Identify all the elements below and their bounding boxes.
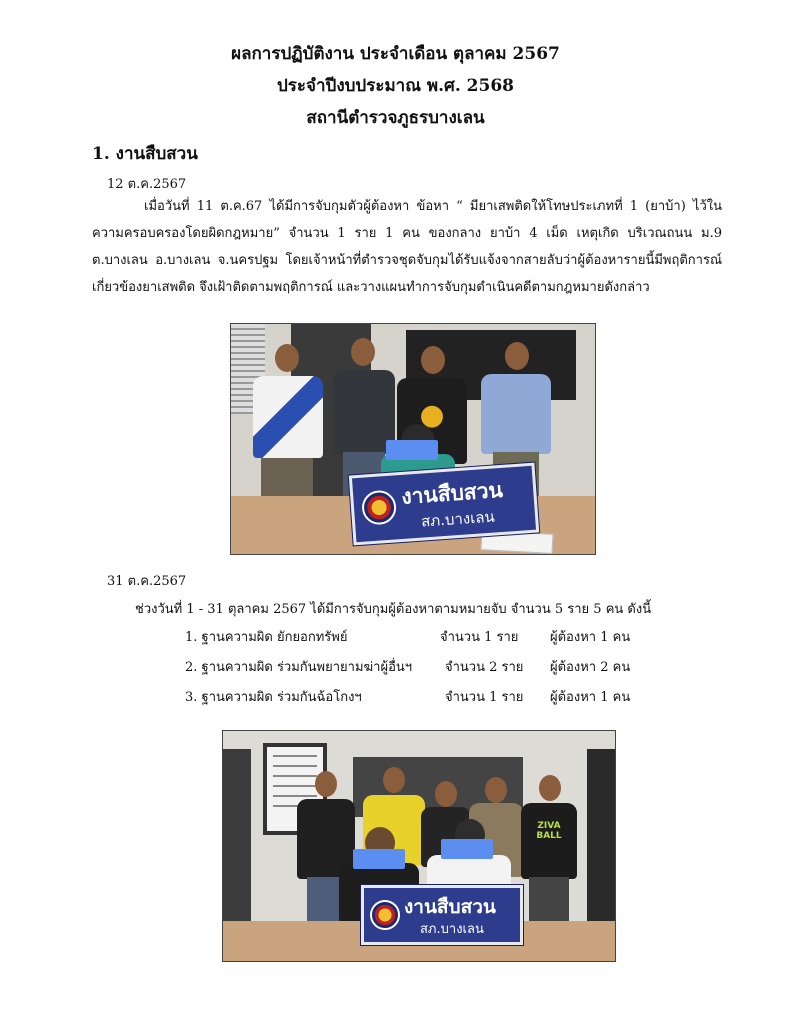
- unit-sign: [361, 885, 523, 945]
- person-head: [539, 775, 561, 801]
- charge-label: 3. ฐานความผิด ร่วมกันฉ้อโกงฯ: [185, 690, 362, 705]
- person-pants: [529, 877, 569, 927]
- charge-persons: ผู้ต้องหา 2 คน: [550, 660, 631, 675]
- person-shirt: [253, 376, 323, 458]
- shirt-print: ZIVA BALL: [536, 821, 562, 841]
- face-blur: [386, 440, 438, 460]
- arrest-photo-2: [222, 730, 616, 962]
- station-title: สถานีตำรวจภูธรบางเลน: [306, 108, 485, 128]
- fiscal-year-title: ประจำปีงบประมาณ พ.ศ. 2568: [276, 76, 514, 96]
- police-emblem-icon: [361, 489, 397, 525]
- charge-count: จำนวน 1 ราย: [445, 690, 524, 705]
- charge-label: 2. ฐานความผิด ร่วมกันพยายามฆ่าผู้อื่นฯ: [185, 660, 413, 675]
- entry1-paragraph: [92, 193, 722, 301]
- person-head: [275, 344, 299, 372]
- entry2-summary: ช่วงวันที่ 1 - 31 ตุลาคม 2567 ได้มีการจับกุมผู้ต้องหาตามหมายจับ จำนวน 5 ราย 5 คน ดังนี้: [135, 602, 652, 617]
- charge-label: 1. ฐานความผิด ยักยอกทรัพย์: [185, 630, 348, 645]
- person-head: [421, 346, 445, 374]
- person-shorts: [261, 458, 313, 498]
- person-shirt: [481, 374, 551, 454]
- charge-persons: ผู้ต้องหา 1 คน: [550, 690, 631, 705]
- charge-count: จำนวน 2 ราย: [445, 660, 524, 675]
- person-head: [435, 781, 457, 807]
- charge-persons: ผู้ต้องหา 1 คน: [550, 630, 631, 645]
- unit-sign: [349, 463, 539, 546]
- charge-count: จำนวน 1 ราย: [440, 630, 519, 645]
- sign-main-text: งานสืบสวน: [404, 896, 496, 918]
- person-head: [505, 342, 529, 370]
- person-head: [383, 767, 405, 793]
- entry1-date: 12 ต.ค.2567: [107, 177, 187, 192]
- report-title: ผลการปฏิบัติงาน ประจำเดือน ตุลาคม 2567: [231, 44, 560, 64]
- police-emblem-icon: [370, 900, 400, 930]
- person-head: [315, 771, 337, 797]
- sign-main-text: งานสืบสวน: [400, 477, 504, 509]
- arrest-photo-1: [230, 323, 596, 555]
- person-shirt: [521, 803, 577, 879]
- entry1-text: เมื่อวันที่ 11 ต.ค.67 ได้มีการจับกุมตัวผู้ต้องหา ข้อหา “ มียาเสพติดให้โทษประเภทที่ 1 (ยาบ้า) ไว้ในความครอบครองโดยผิดกฎหมาย” จำนวน 1 ราย 1 คน ของกลาง ยาบ้า 4 เม็ด เหตุเกิด บริเวณถนน ม.9 ต.บางเลน อ.บางเลน จ.นครปฐม โดยเจ้าหน้าที่ตำรวจชุดจับกุมได้รับแจ้งจากสายลับว่าผู้ต้องหารายนี้มีพฤติการณ์เกี่ยวข้องยาเสพติด จึงเฝ้าติดตามพฤติการณ์ และวางแผนทำการจับกุมดำเนินคดีตามกฎหมายดังกล่าว: [92, 199, 722, 295]
- face-blur: [441, 839, 493, 859]
- person-head: [485, 777, 507, 803]
- sign-sub-text: สภ.บางเลน: [420, 922, 484, 937]
- entry2-date: 31 ต.ค.2567: [107, 574, 187, 589]
- face-blur: [353, 849, 405, 869]
- sign-sub-text: สภ.บางเลน: [420, 507, 496, 531]
- person-head: [351, 338, 375, 366]
- section-heading: 1. งานสืบสวน: [92, 144, 198, 164]
